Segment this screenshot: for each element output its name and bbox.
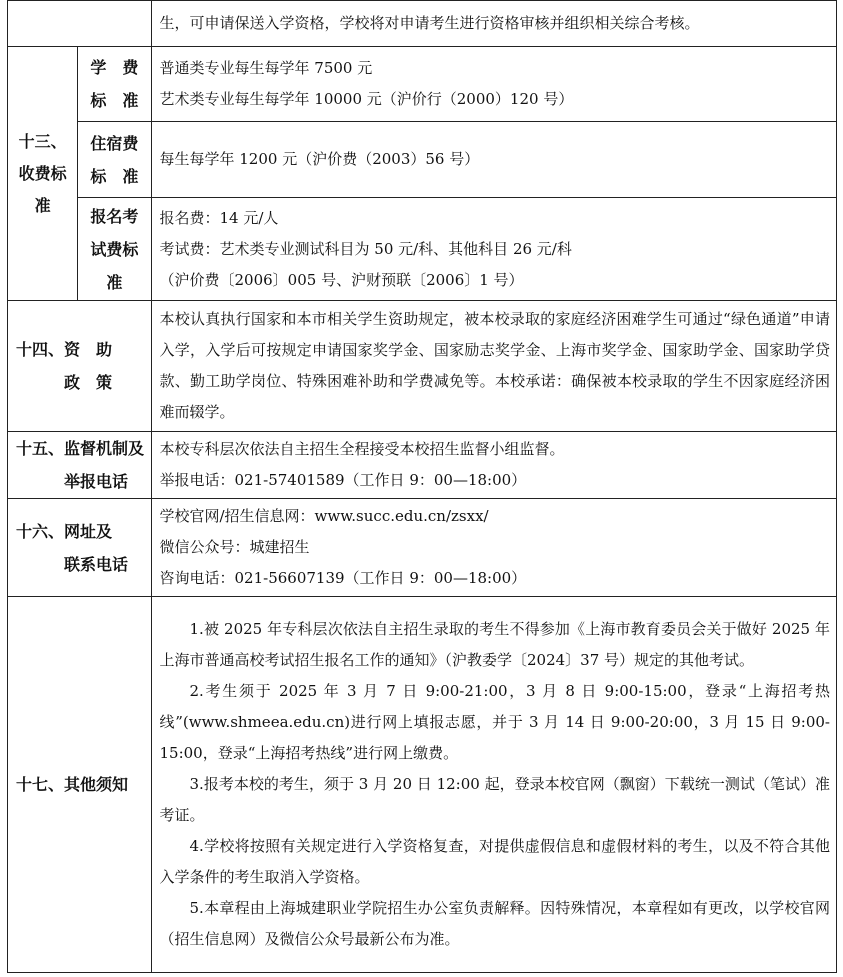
tuition-label-line1: 学 费 (90, 58, 139, 77)
exam-fee-label-line2: 试费标 (90, 239, 139, 259)
section-14-label-line1: 十四、资 助 (16, 340, 113, 359)
tuition-header (78, 47, 151, 122)
note-item: 2.考生须于 2025 年 3 月 7 日 9:00-21:00，3 月 8 日 9:00-15:00，登录“上海招考热线”(www.shmeea.edu.cn)进行网上填报志愿，并于 3 月 14 日 9:00-20:00，3 月 15 日 9:00-15:00，登录“上海招考热线”进行网上缴费。 (159, 682, 830, 762)
section-16-label-line1: 十六、网址及 (16, 521, 113, 541)
tuition-line: 普通类专业每生每学年 7500 元 (159, 59, 373, 77)
section-13-label-line1: 十三、 (18, 131, 67, 151)
section-13-header (8, 47, 78, 301)
section-13-label-line2: 收费标 (18, 163, 67, 183)
section-14-header (8, 301, 152, 432)
exam-fee-label-line1: 报名考 (90, 206, 139, 226)
empty-header-cell (8, 1, 152, 47)
section-16-header (8, 499, 152, 597)
row-dorm (8, 122, 837, 198)
section-15-header (8, 432, 152, 499)
row-supervision (8, 432, 837, 499)
row-continued (8, 1, 837, 47)
exam-fee-label-line3: 准 (106, 272, 123, 292)
continued-text: 生，可申请保送入学资格，学校将对申请考生进行资格审核并组织相关综合考核。 (159, 14, 700, 32)
exam-fee-header (78, 198, 151, 301)
section-17-header (8, 597, 152, 973)
section-15-label-line1: 十五、监督机制及 (16, 439, 145, 458)
aid-policy-text: 本校认真执行国家和本市相关学生资助规定，被本校录取的家庭经济困难学生可通过“绿色通道”申请入学，入学后可按规定申请国家奖学金、国家励志奖学金、上海市奖学金、国家助学金、国家助学贷款、勤工助学岗位、特殊困难补助和学费减免等。本校承诺：确保被本校录取的学生不因家庭经济困难而辍学。 (159, 310, 830, 421)
dorm-header (78, 122, 151, 198)
row-exam-fee (8, 198, 837, 301)
row-contact (8, 499, 837, 597)
tuition-line: 艺术类专业每生每学年 10000 元（沪价行（2000）120 号） (159, 90, 574, 108)
other-notes-content (151, 597, 837, 973)
row-aid-policy (8, 301, 837, 432)
exam-fee-line: 考试费：艺术类专业测试科目为 50 元/科、其他科目 26 元/科 (159, 239, 572, 258)
note-item: 3.报考本校的考生，须于 3 月 20 日 12:00 起，登录本校官网（飘窗）下载统一测试（笔试）准考证。 (159, 775, 830, 824)
dorm-label-line2: 标 准 (90, 166, 139, 186)
supervision-content (151, 432, 837, 499)
continued-text-cell (151, 1, 837, 47)
website-line: 学校官网/招生信息网：www.succ.edu.cn/zsxx/ (159, 507, 489, 525)
note-item: 4.学校将按照有关规定进行入学资格复查，对提供虚假信息和虚假材料的考生，以及不符合其他入学条件的考生取消入学资格。 (159, 837, 830, 886)
consult-phone-line: 咨询电话：021-56607139（工作日 9：00—18:00） (159, 569, 527, 587)
section-14-label-line2: 政 策 (64, 373, 113, 392)
dorm-label-line1: 住宿费 (90, 133, 139, 153)
wechat-line: 微信公众号：城建招生 (159, 538, 310, 556)
section-16-label-line2: 联系电话 (64, 554, 129, 574)
section-15-label-line2: 举报电话 (64, 472, 129, 491)
row-tuition (8, 47, 837, 122)
exam-fee-line: 报名费：14 元/人 (159, 208, 279, 227)
admission-info-table (7, 0, 837, 973)
tuition-content (151, 47, 837, 122)
section-17-label: 十七、其他须知 (16, 775, 129, 794)
contact-content (151, 499, 837, 597)
exam-fee-content (151, 198, 837, 301)
supervision-line: 本校专科层次依法自主招生全程接受本校招生监督小组监督。 (159, 440, 565, 458)
note-item: 5.本章程由上海城建职业学院招生办公室负责解释。因特殊情况，本章程如有更改，以学校官网（招生信息网）及微信公众号最新公布为准。 (159, 899, 830, 948)
aid-policy-content (151, 301, 837, 432)
note-item: 1.被 2025 年专科层次依法自主招生录取的考生不得参加《上海市教育委员会关于做好 2025 年上海市普通高校考试招生报名工作的通知》（沪教委学〔2024〕37 号）规定的其他考试。 (159, 620, 830, 669)
exam-fee-line: （沪价费〔2006〕005 号、沪财预联〔2006〕1 号） (159, 270, 524, 289)
dorm-content (151, 122, 837, 198)
dorm-line: 每生每学年 1200 元（沪价费（2003）56 号） (159, 150, 480, 168)
row-other-notes (8, 597, 837, 973)
tuition-label-line2: 标 准 (90, 91, 139, 110)
report-phone-line: 举报电话：021-57401589（工作日 9：00—18:00） (159, 471, 527, 489)
section-13-label-line3: 准 (34, 195, 51, 215)
